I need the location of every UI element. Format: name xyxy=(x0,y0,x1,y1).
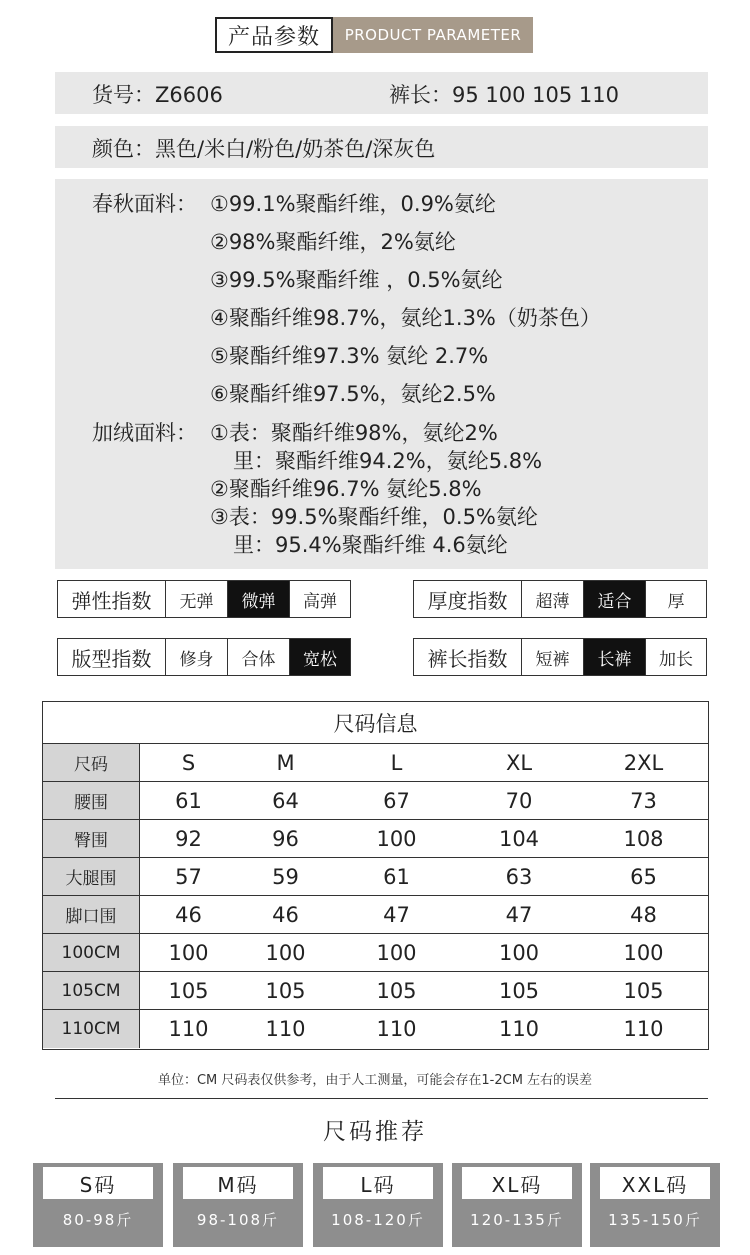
thickness-index xyxy=(413,580,707,618)
spring-fabric-line: ①99.1%聚酯纤维，0.9%氨纶 xyxy=(210,192,496,216)
header-title-en: PRODUCT PARAMETER xyxy=(333,17,533,53)
table-cell: 96 xyxy=(272,826,299,851)
table-cell: 104 xyxy=(498,826,540,851)
velvet-fabric-label: 加绒面料： xyxy=(92,421,197,445)
table-cell: 57 xyxy=(175,864,202,889)
table-cell: 47 xyxy=(505,902,533,927)
table-cell: 65 xyxy=(630,864,657,889)
row-label: 105CM xyxy=(43,972,140,1009)
spring-fabric-line: ⑥聚酯纤维97.5%，氨纶2.5% xyxy=(210,382,496,406)
size-recommend-card xyxy=(33,1163,163,1247)
velvet-fabric-line: ③表：99.5%聚酯纤维，0.5%氨纶 xyxy=(210,505,538,529)
recommend-size: L码 xyxy=(323,1167,433,1199)
recommend-weight: 98-108斤 xyxy=(196,1211,280,1229)
row-label: 腰围 xyxy=(43,782,140,819)
elastic-index-label: 弹性指数 xyxy=(58,581,166,617)
size-column-header: S xyxy=(181,750,196,775)
length-option-selected: 长裤 xyxy=(584,639,646,675)
velvet-fabric-line: 里：聚酯纤维94.2%，氨纶5.8% xyxy=(233,449,543,473)
size-column-header: XL xyxy=(505,750,533,775)
recommend-size: S码 xyxy=(43,1167,153,1199)
thickness-option-selected: 适合 xyxy=(584,581,646,617)
header-title-cn: 产品参数 xyxy=(215,17,333,53)
table-cell: 61 xyxy=(383,864,410,889)
recommend-title: 尺码推荐 xyxy=(323,1119,427,1145)
recommend-size: XXL码 xyxy=(600,1167,710,1199)
fit-option: 合体 xyxy=(228,639,290,675)
velvet-fabric-line: ①表：聚酯纤维98%，氨纶2% xyxy=(210,421,498,445)
elastic-index xyxy=(57,580,351,618)
velvet-fabric-line: 里：95.4%聚酯纤维 4.6氨纶 xyxy=(233,533,508,557)
row-label: 臀围 xyxy=(43,820,140,857)
table-cell: 100 xyxy=(498,940,540,965)
recommend-weight: 80-98斤 xyxy=(62,1211,134,1229)
table-cell: 48 xyxy=(630,902,657,927)
fit-index-label: 版型指数 xyxy=(58,639,166,675)
spring-fabric-line: ④聚酯纤维98.7%，氨纶1.3%（奶茶色） xyxy=(210,306,601,330)
colors: 颜色：黑色/米白/粉色/奶茶色/深灰色 xyxy=(92,137,436,161)
row-label: 大腿围 xyxy=(43,858,140,895)
recommend-size: XL码 xyxy=(462,1167,572,1199)
measurement-note: 单位：CM 尺码表仅供参考，由于人工测量，可能会存在1-2CM 左右的误差 xyxy=(157,1073,593,1088)
velvet-fabric-line: ②聚酯纤维96.7% 氨纶5.8% xyxy=(210,477,482,501)
pants-length: 裤长：95 100 105 110 xyxy=(389,83,619,107)
size-recommend-card xyxy=(452,1163,582,1247)
table-row xyxy=(43,820,708,858)
table-cell: 64 xyxy=(272,788,299,813)
table-row xyxy=(43,972,708,1010)
row-label: 100CM xyxy=(43,934,140,971)
item-number: 货号：Z6606 xyxy=(92,83,223,107)
size-column-header: L xyxy=(390,750,403,775)
table-cell: 110 xyxy=(623,1017,664,1041)
table-cell: 105 xyxy=(623,978,664,1003)
table-cell: 110 xyxy=(168,1017,209,1041)
recommend-weight: 135-150斤 xyxy=(608,1211,702,1229)
table-row xyxy=(43,896,708,934)
recommend-size: M码 xyxy=(183,1167,293,1199)
thickness-option: 超薄 xyxy=(522,581,584,617)
size-table-title: 尺码信息 xyxy=(43,702,708,744)
row-label: 尺码 xyxy=(43,744,140,781)
length-option: 短裤 xyxy=(522,639,584,675)
size-recommend-card xyxy=(313,1163,443,1247)
row-label: 脚口围 xyxy=(43,896,140,933)
table-row xyxy=(43,934,708,972)
table-cell: 100 xyxy=(376,940,417,965)
spring-fabric-line: ③99.5%聚酯纤维 ，0.5%氨纶 xyxy=(210,268,503,292)
table-cell: 61 xyxy=(175,788,202,813)
table-cell: 105 xyxy=(265,978,306,1003)
spring-fabric-line: ⑤聚酯纤维97.3% 氨纶 2.7% xyxy=(210,344,489,368)
size-header-row xyxy=(43,744,708,782)
table-cell: 92 xyxy=(175,826,202,851)
size-column-header: M xyxy=(276,750,295,775)
table-cell: 70 xyxy=(505,788,533,813)
table-cell: 110 xyxy=(376,1017,417,1041)
table-cell: 46 xyxy=(272,902,299,927)
table-cell: 105 xyxy=(376,978,417,1003)
table-row xyxy=(43,858,708,896)
table-cell: 59 xyxy=(272,864,299,889)
table-cell: 63 xyxy=(505,864,533,889)
size-recommend-card xyxy=(590,1163,720,1247)
table-cell: 100 xyxy=(376,826,417,851)
info-band-colors xyxy=(55,126,708,168)
table-cell: 73 xyxy=(630,788,657,813)
length-index-label: 裤长指数 xyxy=(414,639,522,675)
table-cell: 100 xyxy=(623,940,664,965)
row-label: 110CM xyxy=(43,1010,140,1048)
recommend-weight: 120-135斤 xyxy=(470,1211,564,1229)
spring-fabric-line: ②98%聚酯纤维，2%氨纶 xyxy=(210,230,456,254)
fabric-band xyxy=(55,179,708,569)
table-cell: 110 xyxy=(265,1017,306,1041)
table-cell: 105 xyxy=(168,978,209,1003)
spring-fabric-label: 春秋面料： xyxy=(92,192,197,216)
elastic-option: 高弹 xyxy=(303,591,337,612)
length-index xyxy=(413,638,707,676)
table-cell: 110 xyxy=(498,1017,540,1041)
size-column-header: 2XL xyxy=(623,750,664,775)
fit-index xyxy=(57,638,351,676)
table-cell: 67 xyxy=(383,788,410,813)
fit-option: 修身 xyxy=(166,639,228,675)
section-header xyxy=(215,17,533,53)
table-cell: 100 xyxy=(265,940,306,965)
thickness-option: 厚 xyxy=(667,591,685,612)
table-cell: 47 xyxy=(383,902,410,927)
elastic-option: 无弹 xyxy=(166,581,228,617)
elastic-option-selected: 微弹 xyxy=(228,581,290,617)
table-cell: 108 xyxy=(623,826,664,851)
recommend-weight: 108-120斤 xyxy=(331,1211,425,1229)
table-cell: 105 xyxy=(498,978,540,1003)
table-cell: 46 xyxy=(175,902,202,927)
table-cell: 100 xyxy=(168,940,209,965)
size-table xyxy=(42,701,709,1050)
info-band-item xyxy=(55,72,708,114)
size-recommend-card xyxy=(173,1163,303,1247)
thickness-index-label: 厚度指数 xyxy=(414,581,522,617)
fit-option-selected: 宽松 xyxy=(290,639,350,675)
table-row xyxy=(43,1010,708,1048)
length-option: 加长 xyxy=(659,649,693,670)
divider xyxy=(55,1098,708,1099)
table-row xyxy=(43,782,708,820)
